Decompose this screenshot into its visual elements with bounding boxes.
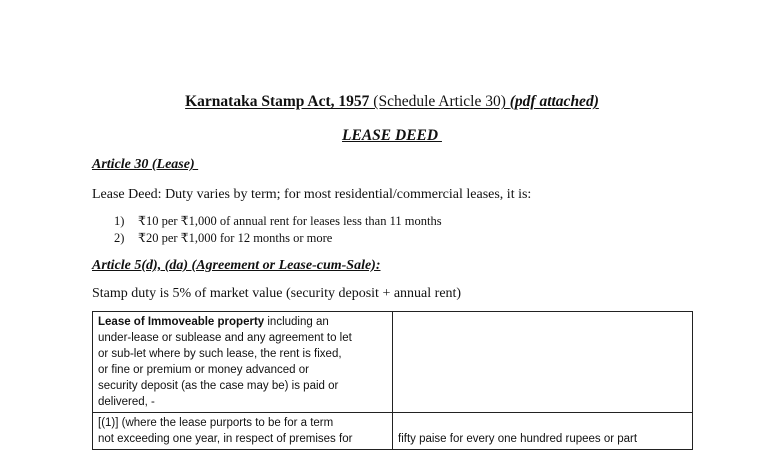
table-row [93, 312, 693, 413]
table-cell [393, 312, 693, 413]
cell-line: not exceeding one year, in respect of premises for [98, 433, 353, 445]
table-row [93, 413, 693, 450]
table-cell [93, 312, 393, 413]
cell-line: fifty paise for every one hundred rupees or part [398, 433, 638, 445]
cell-bold-lead: Lease of Immoveable property [98, 316, 265, 328]
cell-line: [(1)] (where the lease purports to be for a term [98, 417, 334, 429]
cell-line [98, 314, 387, 330]
document-subtitle: LEASE DEED [342, 127, 442, 144]
section-heading-article-30: Article 30 (Lease) [92, 157, 199, 172]
cell-text: including an [264, 316, 329, 328]
title-schedule: (Schedule Article 30) [369, 93, 510, 110]
list-item [114, 230, 442, 247]
section-text-lease-deed: Lease Deed: Duty varies by term; for most residential/commercial leases, it is: [92, 187, 532, 202]
duty-list [114, 213, 442, 247]
cell-line: or fine or premium or money advanced or [98, 364, 309, 376]
cell-line: delivered, - [98, 396, 155, 408]
table-cell [393, 413, 693, 450]
table-cell [93, 413, 393, 450]
list-item-text: ₹10 per ₹1,000 of annual rent for leases less than 11 months [138, 214, 442, 228]
list-item [114, 213, 442, 230]
document-title [0, 93, 784, 111]
cell-line: security deposit (as the case may be) is paid or [98, 380, 339, 392]
title-pdf-note: (pdf attached) [509, 93, 599, 110]
section-heading-article-5: Article 5(d), (da) (Agreement or Lease-cum-Sale): [92, 258, 381, 273]
title-act-name: Karnataka Stamp Act, 1957 [185, 93, 370, 110]
list-item-number: 1) [114, 214, 125, 228]
schedule-table [92, 311, 693, 450]
list-item-text: ₹20 per ₹1,000 for 12 months or more [138, 231, 333, 245]
section-text-stamp-duty: Stamp duty is 5% of market value (security deposit + annual rent) [92, 286, 462, 301]
list-item-number: 2) [114, 231, 125, 245]
cell-line: or sub-let where by such lease, the rent is fixed, [98, 348, 342, 360]
cell-line: under-lease or sublease and any agreement to let [98, 332, 352, 344]
